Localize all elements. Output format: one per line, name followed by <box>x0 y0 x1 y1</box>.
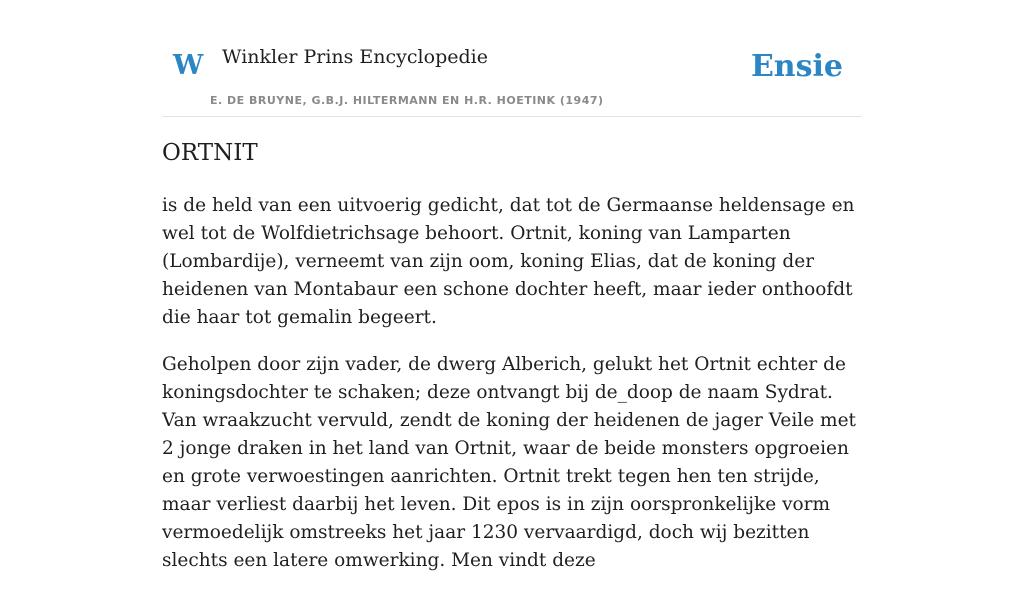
site-title[interactable]: Winkler Prins Encyclopedie <box>222 46 488 68</box>
ensie-brand-link[interactable]: Ensie <box>750 49 843 84</box>
article-paragraph: Geholpen door zijn vader, de dwerg Alberich, gelukt het Ortnit echter de koningsdochter te schaken; deze ontvangt bij de_doop de naam Sydrat. Van wraakzucht vervuld, zendt de koning der heidenen de jager Veile met 2 jonge draken in het land van Ortnit, waar de beide monsters opgroeien en grote verwoestingen aanrichten. Ortnit trekt tegen hen ten strijde, maar verliest daarbij het leven. Dit epos is in zijn oorspronkelijke vorm vermoedelijk omstreeks het jaar 1230 vervaardigd, doch wij bezitten slechts een latere omwerking. Men vindt deze <box>162 354 856 571</box>
site-header <box>162 0 862 117</box>
site-logo[interactable]: W <box>173 50 204 81</box>
page <box>162 0 862 571</box>
article-headword: ORTNIT <box>162 140 258 166</box>
article-body <box>162 192 862 594</box>
source-authors: E. DE BRUYNE, G.B.J. HILTERMANN EN H.R. HOETINK (1947) <box>210 94 604 107</box>
article-paragraph: is de held van een uitvoerig gedicht, dat tot de Germaanse heldensage en wel tot de Wolfdietrichsage behoort. Ortnit, koning van Lamparten (Lombardije), verneemt van zijn oom, koning Elias, dat de koning der heidenen van Montabaur een schone dochter heeft, maar ieder onthoofdt die haar tot gemalin begeert. <box>162 195 855 328</box>
